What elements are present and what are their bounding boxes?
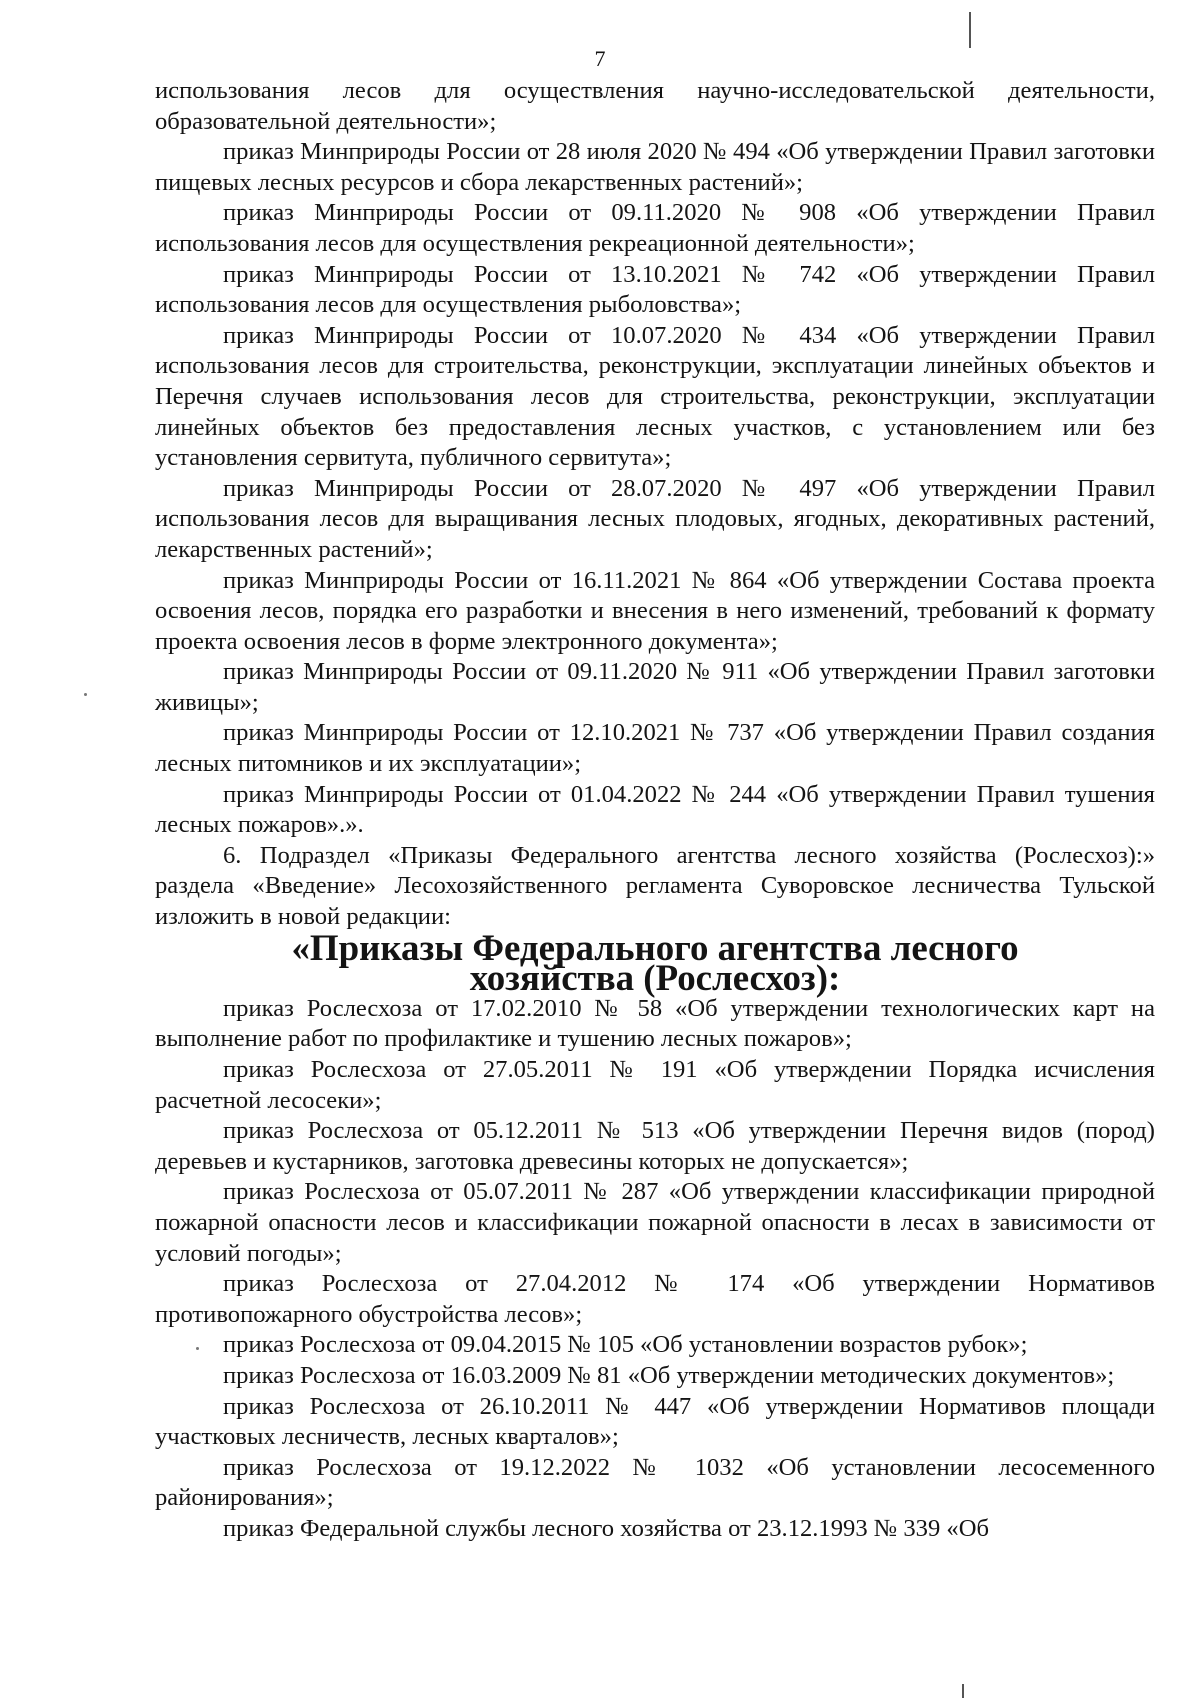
paragraph: приказ Минприроды России от 13.10.2021 № 742 «Об утверждении Правил использования лесов для осуществления рыболовства»; (155, 260, 1155, 319)
paragraph: приказ Федеральной службы лесного хозяйства от 23.12.1993 № 339 «Об (223, 1514, 989, 1542)
paragraph: приказ Минприроды России от 28 июля 2020 № 494 «Об утверждении Правил заготовки пищевых лесных ресурсов и сбора лекарственных растений»; (155, 138, 1155, 196)
paragraph: приказ Минприроды России от 12.10.2021 № 737 «Об утверждении Правил создания лесных питомников и их эксплуатации»; (155, 719, 1155, 778)
page-number: 7 (594, 46, 606, 71)
document-body (155, 76, 1155, 1545)
paragraph: приказ Рослесхоза от 16.03.2009 № 81 «Об утверждении методических документов»; (223, 1361, 1115, 1389)
paragraph: приказ Минприроды России от 28.07.2020 № 497 «Об утверждении Правил использования лесов для выращивания лесных плодовых, ягодных, декоративных растений, лекарственных растений»; (155, 474, 1155, 563)
paragraph: 6. Подраздел «Приказы Федерального агентства лесного хозяйства (Рослесхоз):» раздела «Введение» Лесохозяйственного регламента Суворовское лесничества Тульской изложить в новой редакции: (155, 841, 1155, 931)
paragraph: приказ Минприроды России от 10.07.2020 № 434 «Об утверждении Правил использования лесов для строительства, реконструкции, эксплуатации линейных объектов и Перечня случаев использования лесов для строительства, реконструкции, эксплуатации линейных объектов без предоставления лесных участков, с установлением или без установления сервитута, публичного сервитута»; (155, 321, 1155, 472)
section-heading-line: хозяйства (Рослесхоз): (469, 957, 841, 999)
section-heading-line: «Приказы Федерального агентства лесного (291, 926, 1019, 968)
paragraph: приказ Рослесхоза от 05.12.2011 № 513 «Об утверждении Перечня видов (пород) деревьев и кустарников, заготовка древесины которых не допускается»; (155, 1117, 1155, 1175)
scan-speck (84, 693, 87, 696)
paragraph: приказ Минприроды России от 01.04.2022 № 244 «Об утверждении Правил тушения лесных пожаров».». (155, 780, 1155, 839)
paragraph: приказ Рослесхоза от 26.10.2011 № 447 «Об утверждении Нормативов площади участковых лесничеств, лесных кварталов»; (155, 1392, 1155, 1451)
paragraph: приказ Рослесхоза от 27.04.2012 № 174 «Об утверждении Нормативов противопожарного обустройства лесов»; (155, 1270, 1155, 1328)
paragraph: приказ Минприроды России от 09.11.2020 № 911 «Об утверждении Правил заготовки живицы»; (155, 658, 1155, 716)
paragraph: использования лесов для осуществления научно-исследовательской деятельности, образовательной деятельности»; (155, 77, 1155, 135)
paragraph: приказ Рослесхоза от 19.12.2022 № 1032 «Об установлении лесосеменного районирования»; (155, 1453, 1155, 1512)
scan-margin-line (969, 12, 971, 48)
paragraph: приказ Рослесхоза от 05.07.2011 № 287 «Об утверждении классификации природной пожарной опасности лесов и классификации пожарной опасности в лесах в зависимости от условий погоды»; (155, 1178, 1155, 1267)
paragraph: приказ Рослесхоза от 27.05.2011 № 191 «Об утверждении Порядка исчисления расчетной лесосеки»; (155, 1056, 1155, 1114)
paragraph: приказ Минприроды России от 09.11.2020 № 908 «Об утверждении Правил использования лесов для осуществления рекреационной деятельности»; (155, 199, 1155, 257)
scan-margin-line (962, 1684, 964, 1698)
section-heading (155, 926, 1155, 999)
paragraph: приказ Рослесхоза от 17.02.2010 № 58 «Об утверждении технологических карт на выполнение работ по профилактике и тушению лесных пожаров»; (155, 994, 1155, 1053)
paragraph: приказ Рослесхоза от 09.04.2015 № 105 «Об установлении возрастов рубок»; (223, 1331, 1028, 1359)
paragraph: приказ Минприроды России от 16.11.2021 № 864 «Об утверждении Состава проекта освоения лесов, порядка его разработки и внесения в него изменений, требований к формату проекта освоения лесов в форме электронного документа»; (155, 566, 1155, 655)
